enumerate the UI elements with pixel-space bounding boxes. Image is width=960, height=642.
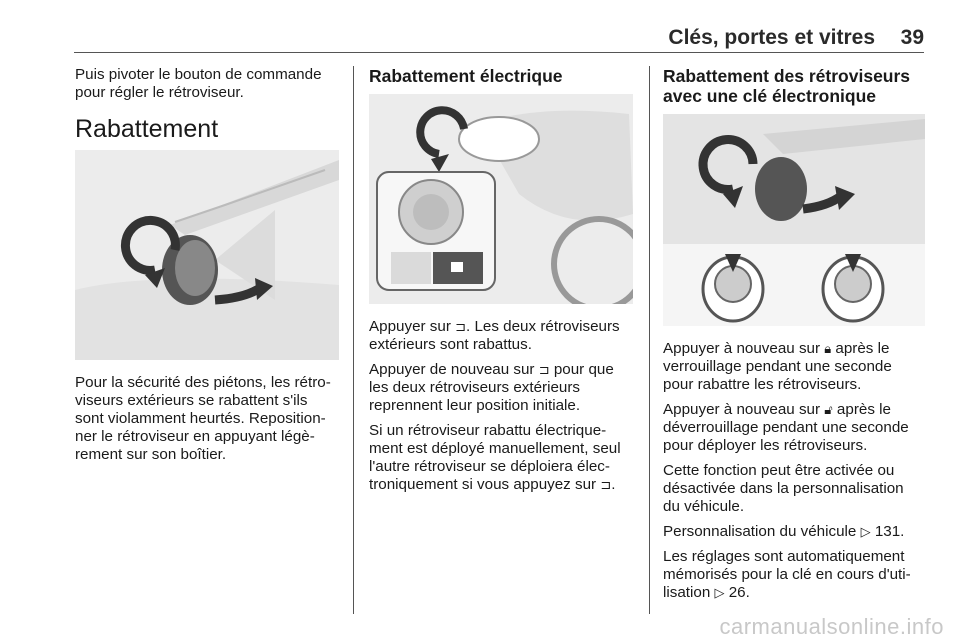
mirror-fold-icon: ⊐ bbox=[455, 319, 467, 334]
column-3 bbox=[663, 66, 933, 609]
p5-text-a: Les réglages sont automatiquement mémorisés pour la clé en cours d'uti- lisation bbox=[663, 548, 911, 601]
page-reference-link[interactable]: 131. bbox=[874, 523, 905, 540]
section-heading: Rabattement des rétroviseurs avec une clé électronique bbox=[663, 66, 911, 106]
key-fob-illustration bbox=[663, 114, 925, 326]
column-divider-2 bbox=[649, 66, 650, 614]
p3-text-a: Si un rétroviseur rabattu électrique- ment est déployé manuellement, seul l'autre rétroviseur se déploiera élec- troniquement si vous appuyez sur bbox=[369, 422, 621, 493]
section-heading: Rabattement bbox=[75, 115, 219, 143]
paragraph-1 bbox=[663, 340, 933, 394]
mirror-switch-illustration bbox=[369, 94, 633, 304]
p4-text-a: Personnalisation du véhicule bbox=[663, 523, 861, 540]
mirror-folding-illustration bbox=[75, 150, 339, 360]
mirror-fold-icon: ⊐ bbox=[600, 477, 612, 492]
header-rule bbox=[74, 52, 924, 53]
page-title: Clés, portes et vitres bbox=[668, 26, 875, 49]
section-heading: Rabattement électrique bbox=[369, 66, 563, 86]
column-divider-1 bbox=[353, 66, 354, 614]
paragraph-4 bbox=[663, 523, 933, 541]
body-text: Pour la sécurité des piétons, les rétro- viseurs extérieurs se rabattent s'ils sont violamment heurtés. Reposition- ner le rétroviseur en appuyant légè- rement sur son boîtier. bbox=[75, 374, 331, 463]
p1-text-b: . Les deux rétroviseurs extérieurs sont rabattus. bbox=[369, 318, 620, 353]
paragraph-3: Cette fonction peut être activée ou désactivée dans la personnalisation du véhicule. bbox=[663, 462, 904, 515]
reference-triangle-icon: ▷ bbox=[714, 585, 725, 600]
paragraph-2 bbox=[369, 361, 639, 415]
column-1 bbox=[75, 66, 343, 471]
paragraph-2 bbox=[663, 401, 933, 455]
reference-triangle-icon: ▷ bbox=[860, 524, 871, 539]
key-lock-icon: 🔒︎ bbox=[824, 341, 832, 356]
intro-text: Puis pivoter le bouton de commande pour régler le rétroviseur. bbox=[75, 66, 322, 101]
mirror-fold-icon: ⊐ bbox=[538, 362, 550, 377]
p1-text-a: Appuyer sur bbox=[369, 318, 456, 335]
p2-text-b: pour que les deux rétroviseurs extérieurs reprennent leur position initiale. bbox=[369, 361, 614, 414]
p2-text-b: après le déverrouillage pendant une seconde pour déployer les rétroviseurs. bbox=[663, 401, 909, 454]
watermark: carmanualsonline.info bbox=[719, 614, 944, 639]
paragraph-5 bbox=[663, 548, 933, 602]
key-unlock-icon: 🔓︎ bbox=[824, 402, 833, 417]
page-number: 39 bbox=[900, 26, 924, 49]
p1-text-b: après le verrouillage pendant une seconde pour rabattre les rétroviseurs. bbox=[663, 340, 892, 393]
page-header bbox=[0, 0, 960, 50]
paragraph-3 bbox=[369, 422, 639, 494]
p1-text-a: Appuyer à nouveau sur bbox=[663, 340, 825, 357]
p2-text-a: Appuyer à nouveau sur bbox=[663, 401, 825, 418]
p2-text-a: Appuyer de nouveau sur bbox=[369, 361, 539, 378]
p3-text-b: . bbox=[611, 476, 616, 493]
column-2 bbox=[369, 66, 639, 501]
page-reference-link[interactable]: 26. bbox=[728, 584, 750, 601]
paragraph-1 bbox=[369, 318, 639, 354]
